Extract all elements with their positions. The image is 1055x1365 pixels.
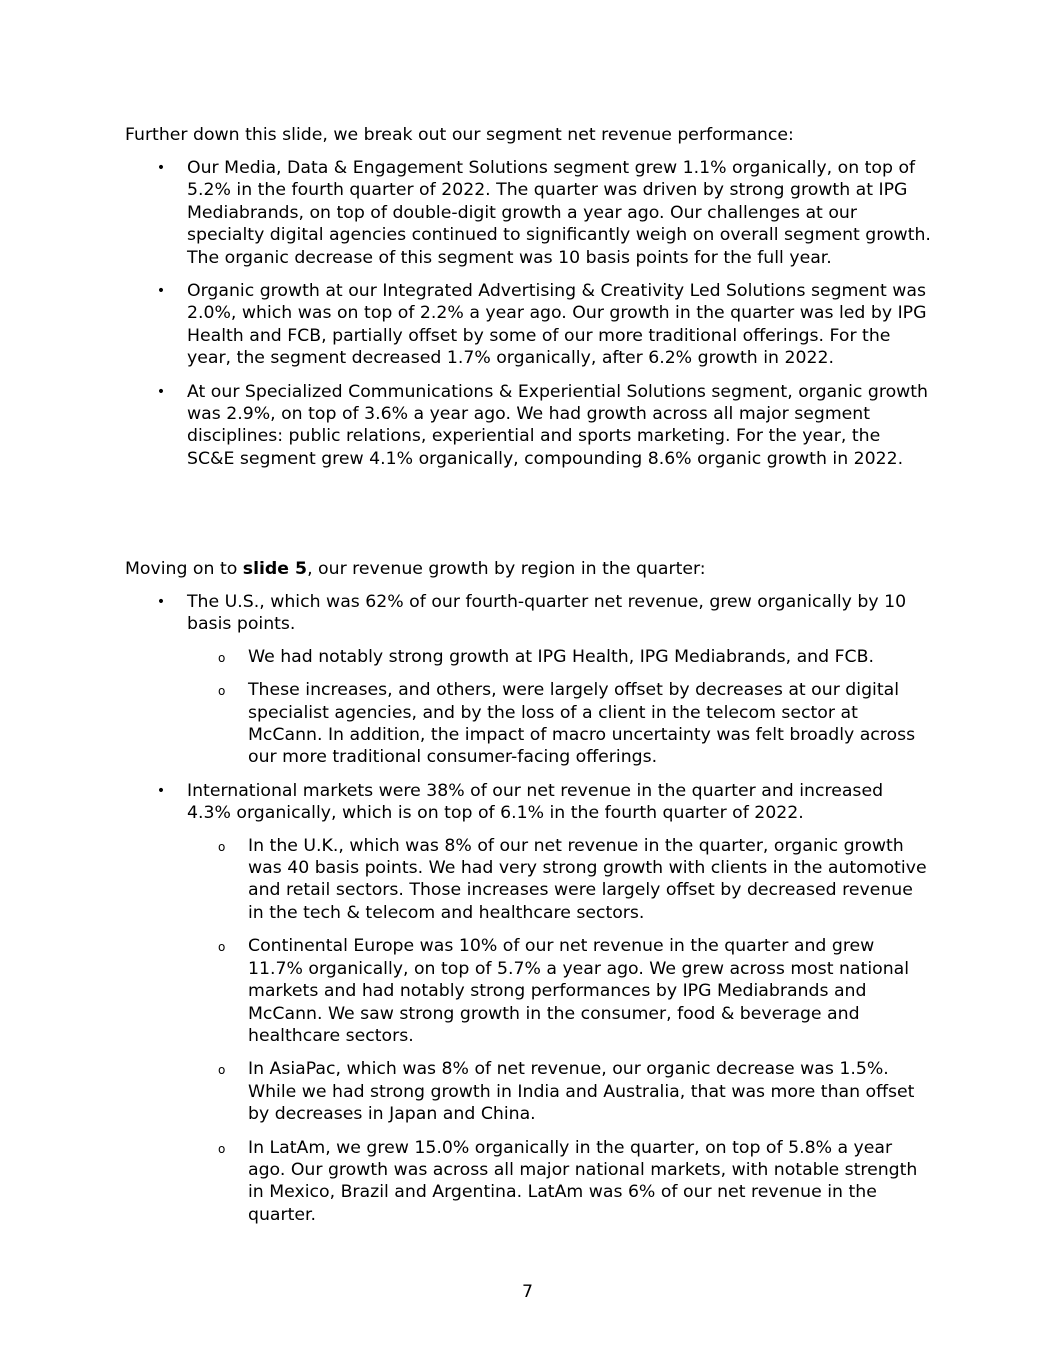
intro-text-after: , our revenue growth by region in the quarter:	[307, 559, 706, 579]
bullet-icon: •	[156, 383, 166, 400]
sub-list-item	[218, 835, 934, 925]
segment-text: At our Specialized Communications & Experiential Solutions segment, organic growth was 2.9%, on top of 3.6% a year ago. We had growth across all major segment disciplines: public relations, experiential and sports marketing. For the year, the SC&E segment grew 4.1% organically, compounding 8.6% organic growth in 2022.	[187, 381, 929, 469]
bullet-icon: •	[156, 594, 166, 610]
segment-text: Organic growth at our Integrated Advertising & Creativity Led Solutions segment was 2.0%, which was on top of 2.2% a year ago. Our growth in the quarter was led by IPG Health and FCB, partially offset by some of our more traditional offerings. For the year, the segment decreased 1.7% organically, after 6.2% growth in 2022.	[187, 281, 927, 369]
circle-bullet-icon: o	[218, 684, 226, 699]
circle-bullet-icon: o	[218, 1141, 226, 1156]
list-item	[0, 780, 932, 1226]
sub-item-text: In LatAm, we grew 15.0% organically in the quarter, on top of 5.8% a year ago. Our growth was across all major national markets, with notable strength in Mexico, Brazil and Argentina. LatAm was 6% of our net revenue in the quarter.	[248, 1137, 918, 1225]
sub-list-item	[218, 935, 934, 1047]
region-text: International markets were 38% of our net revenue in the quarter and increased 4.3% organically, which is on top of 6.1% in the fourth quarter of 2022.	[187, 780, 884, 824]
bullet-icon: •	[156, 283, 166, 300]
sub-list-item	[218, 1137, 934, 1227]
sub-list	[187, 835, 932, 1227]
sub-item-text: These increases, and others, were largely offset by decreases at our digital specialist agencies, and by the loss of a client in the telecom sector at McCann. In addition, the impact of macro uncertainty was felt broadly across our more traditional consumer-facing offerings.	[248, 680, 916, 768]
sub-item-text: Continental Europe was 10% of our net revenue in the quarter and grew 11.7% organically, on top of 5.7% a year ago. We grew across most national markets and had notably strong performances by IPG Mediabrands and McCann. We saw strong growth in the consumer, food & beverage and healthcare sectors.	[248, 936, 910, 1046]
sub-list-item	[218, 679, 934, 769]
intro-paragraph-regions	[125, 558, 945, 580]
bullet-icon: •	[156, 160, 166, 176]
circle-bullet-icon: o	[218, 650, 226, 665]
segment-text: Our Media, Data & Engagement Solutions segment grew 1.1% organically, on top of 5.2% in the fourth quarter of 2022. The quarter was driven by strong growth at IPG Mediabrands, on top of double-digit growth a year ago. Our challenges at our specialty digital agencies continued to significantly weigh on overall segment growth. The organic decrease of this segment was 10 basis points for the full year.	[187, 158, 931, 268]
page-number: 7	[522, 1282, 533, 1302]
region-text: The U.S., which was 62% of our fourth-quarter net revenue, grew organically by 10 basis points.	[187, 592, 907, 635]
intro-text-before: Moving on to	[125, 559, 243, 579]
bullet-icon: •	[156, 782, 166, 799]
slide-reference: slide 5	[242, 559, 308, 579]
circle-bullet-icon: o	[218, 839, 226, 854]
segment-list	[0, 157, 1055, 481]
sub-list-item	[218, 1058, 934, 1125]
list-item	[0, 381, 932, 471]
circle-bullet-icon: o	[218, 1063, 226, 1078]
sub-item-text: In AsiaPac, which was 8% of net revenue, our organic decrease was 1.5%. While we had strong growth in India and Australia, that was more than offset by decreases in Japan and China.	[248, 1059, 915, 1125]
sub-item-text: We had notably strong growth at IPG Health, IPG Mediabrands, and FCB.	[248, 646, 874, 667]
list-item	[0, 591, 932, 769]
region-list	[0, 591, 1055, 1237]
list-item	[0, 157, 932, 269]
circle-bullet-icon: o	[218, 940, 226, 955]
list-item	[0, 280, 932, 370]
intro-paragraph-segments: Further down this slide, we break out our segment net revenue performance:	[125, 125, 794, 145]
sub-list	[187, 646, 932, 769]
sub-item-text: In the U.K., which was 8% of our net revenue in the quarter, organic growth was 40 basis points. We had very strong growth with clients in the automotive and retail sectors. Those increases were largely offset by decreased revenue in the tech & telecom and healthcare sectors.	[248, 835, 927, 923]
sub-list-item	[218, 646, 934, 668]
